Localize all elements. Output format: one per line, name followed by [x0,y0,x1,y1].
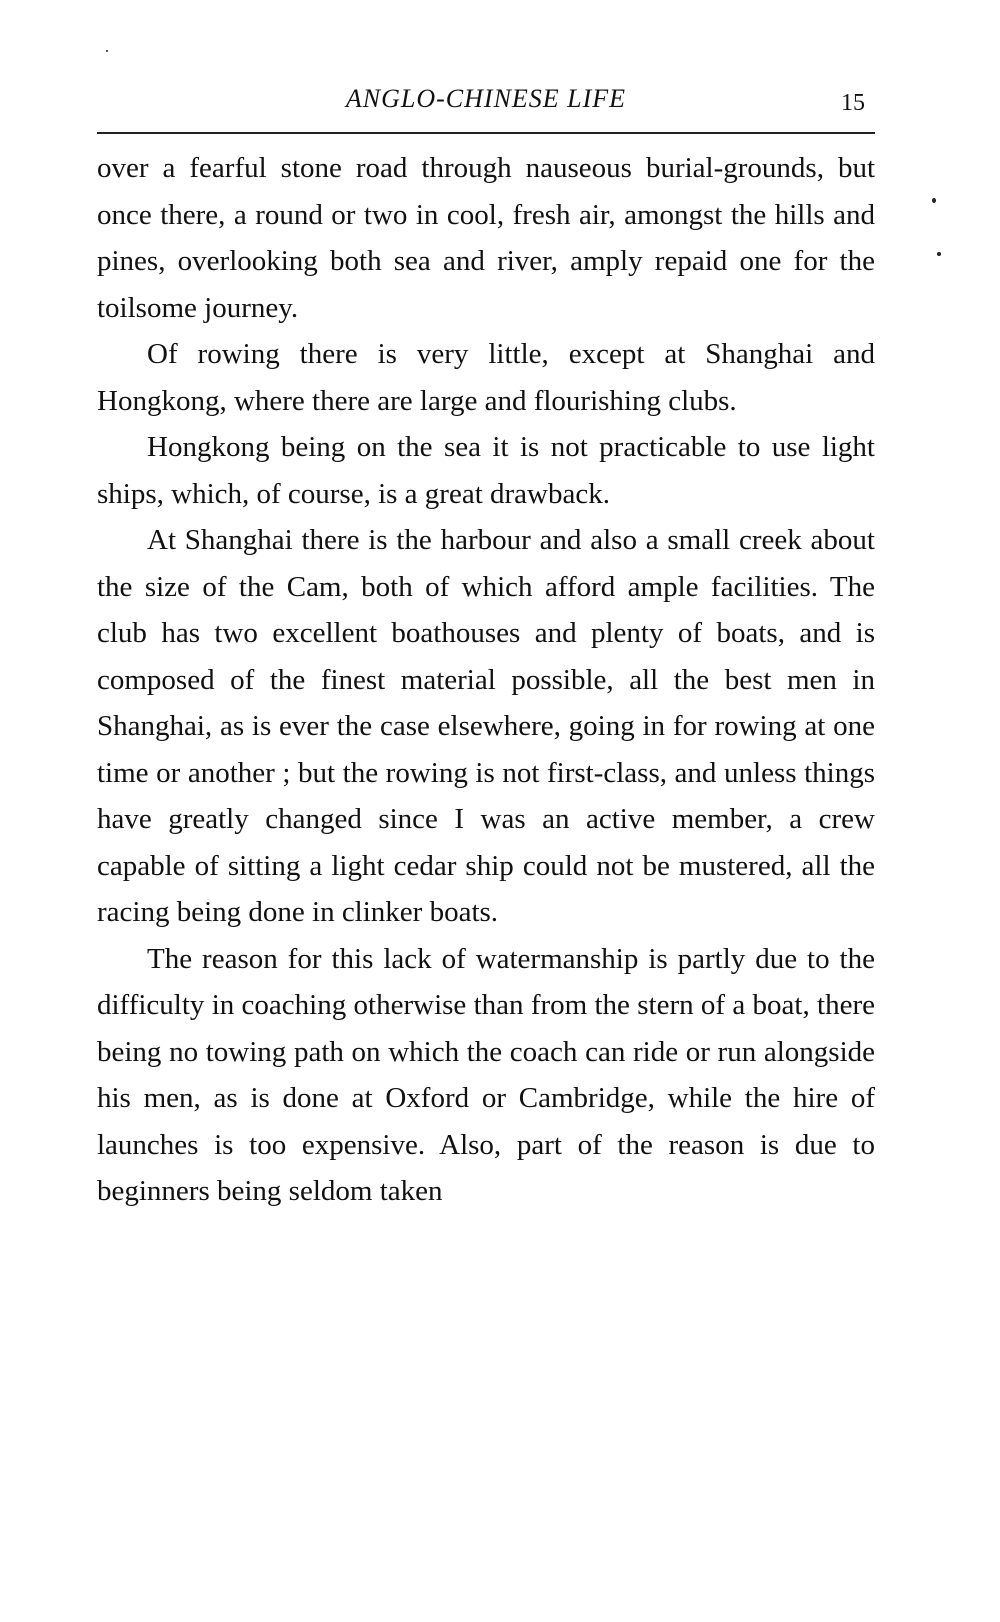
print-speck [106,50,108,52]
page-header [97,80,875,124]
header-rule [97,132,875,134]
paragraph-hongkong: Hongkong being on the sea it is not practicable to use light ships, which, of course, is a great drawback. [97,431,875,510]
paragraph-rowing: Of rowing there is very little, except at Shanghai and Hongkong, where there are large and flourishing clubs. [97,338,875,417]
print-speck [937,252,941,256]
paragraph-shanghai: At Shanghai there is the harbour and also a small creek about the size of the Cam, both of which afford ample facilities. The club has two excellent boathouses and plenty of boats, and is composed of the finest material possible, all the best men in Shanghai, as is ever the case elsewhere, going in for rowing at one time or another ; but the rowing is not first-class, and unless things have greatly changed since I was an active member, a crew capable of sitting a light cedar ship could not be mustered, all the racing being done in clinker boats. [97,524,875,928]
paragraph-continued: over a fearful stone road through nauseous burial-grounds, but once there, a round or two in cool, fresh air, amongst the hills and pines, overlooking both sea and river, amply repaid one for the toilsome journey. [97,152,875,324]
running-head: ANGLO-CHINESE LIFE [345,84,627,113]
page-body [97,145,875,1215]
print-speck [932,198,936,203]
paragraph-watermanship: The reason for this lack of watermanship is partly due to the difficulty in coaching otherwise than from the stern of a boat, there being no towing path on which the coach can ride or run alongside his men, as is done at Oxford or Cambridge, while the hire of launches is too expensive. Also, part of the reason is due to beginners being seldom taken [97,942,875,1207]
page-number: 15 [841,90,865,116]
